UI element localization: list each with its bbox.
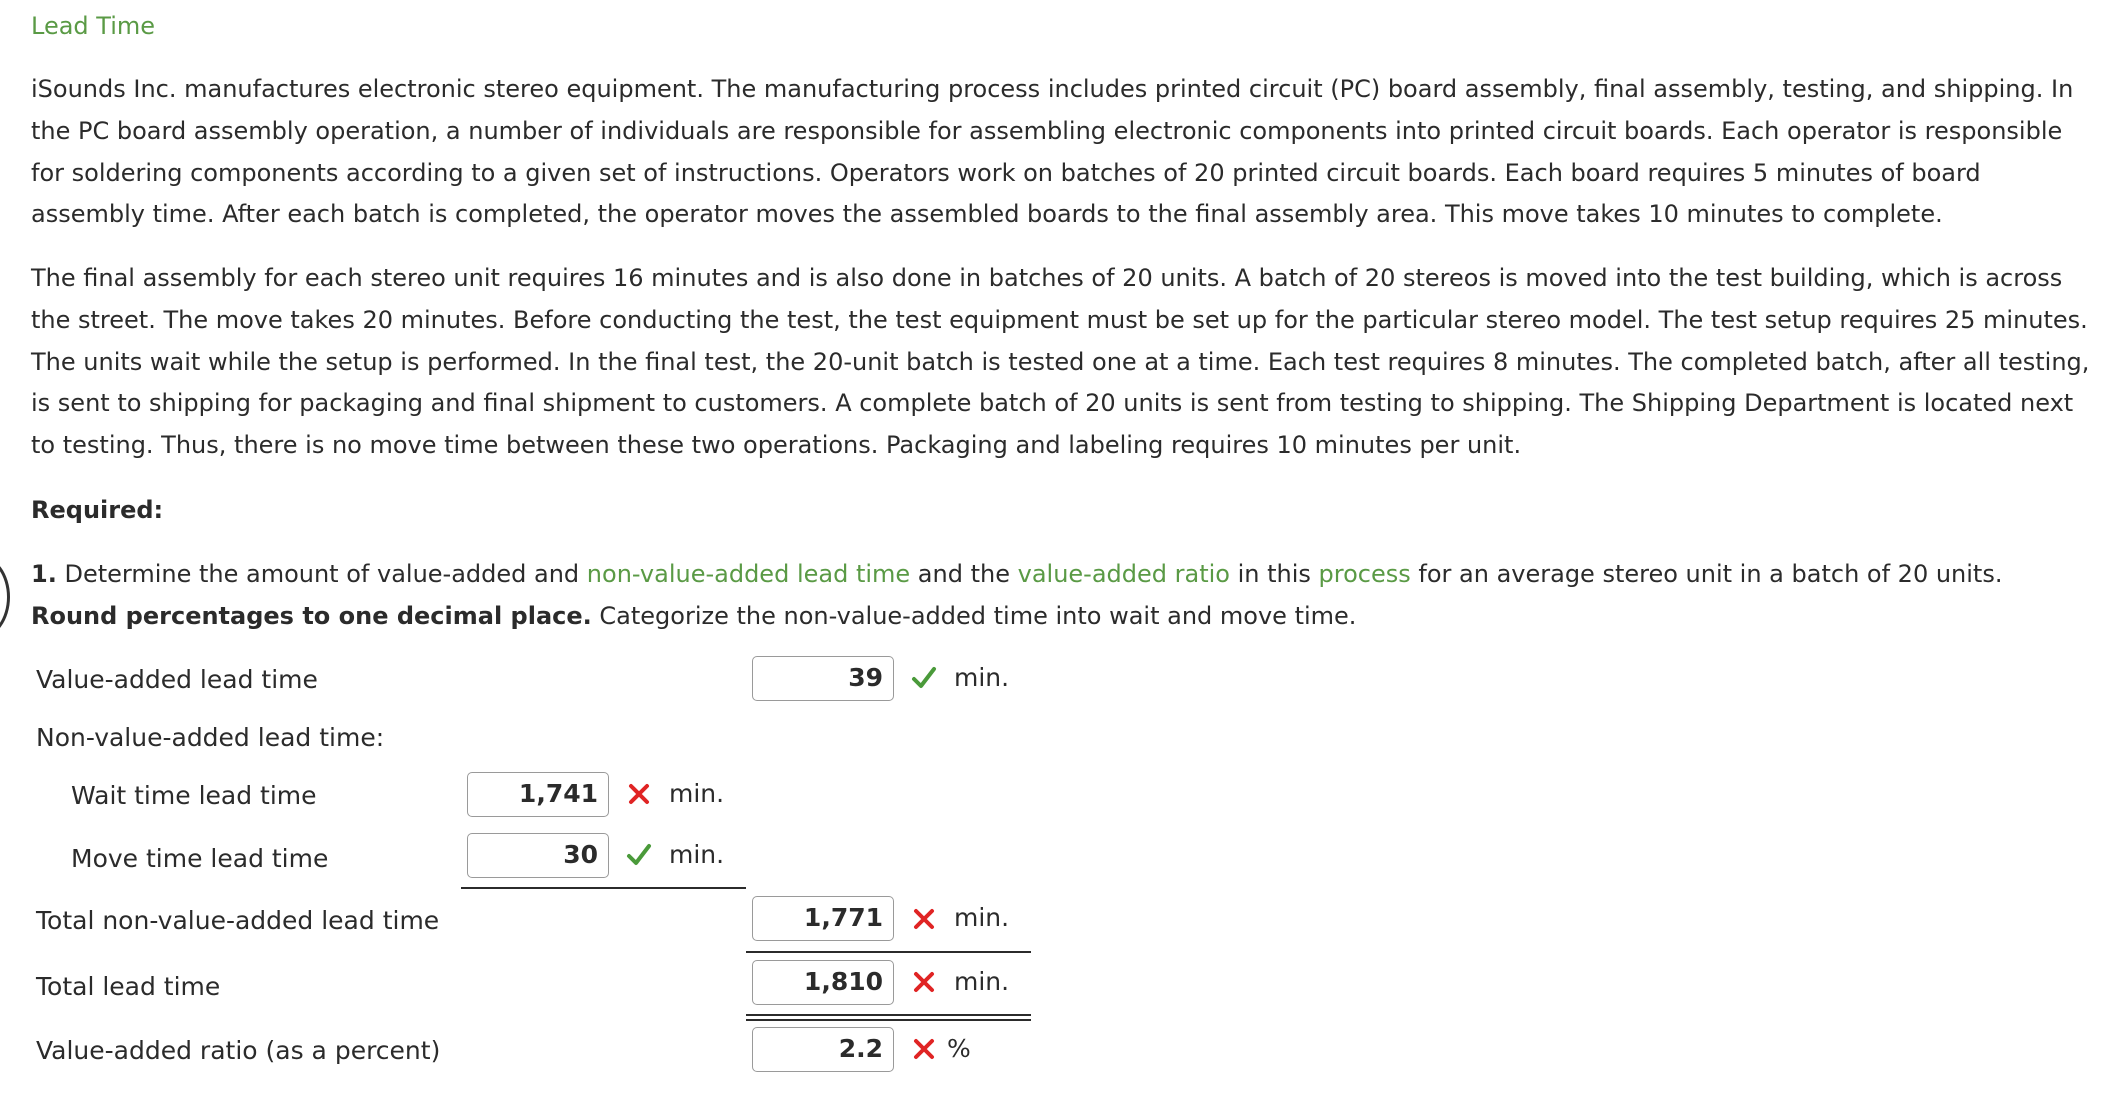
total-lead-time-input[interactable]: 1,810 [752,960,894,1005]
check-icon [626,842,652,868]
subtotal-rule [461,887,746,889]
total-rule [746,951,1031,953]
glossary-link-value-added-ratio[interactable]: value-added ratio [1017,560,1230,588]
question-1 [31,554,2093,638]
move-time-input[interactable]: 30 [467,833,609,878]
total-nva-unit: min. [954,903,1010,932]
value-added-unit: min. [954,663,1010,692]
required-heading: Required: [31,496,164,524]
total-nva-input[interactable]: 1,771 [752,896,894,941]
value-added-label: Value-added lead time [36,665,318,694]
glossary-link-process[interactable]: process [1318,560,1411,588]
value-added-ratio-label: Value-added ratio (as a percent) [36,1036,441,1065]
cross-icon [626,781,652,807]
value-added-ratio-unit: % [947,1034,971,1063]
problem-title: Lead Time [31,12,156,40]
rounding-instruction: Round percentages to one decimal place. [31,601,592,630]
nva-header-label: Non-value-added lead time: [36,723,385,752]
question-text: Determine the amount of value-added and [56,560,587,588]
side-arc-decoration [0,555,10,639]
double-rule-top [746,1014,1031,1016]
cross-icon [911,1036,937,1062]
question-text: in this [1229,560,1319,588]
total-nva-label: Total non-value-added lead time [36,906,440,935]
question-text: and the [910,560,1018,588]
scenario-paragraph-1: iSounds Inc. manufactures electronic stereo equipment. The manufacturing process includes printed circuit (PC) board assembly, final assembly, testing, and shipping. In the PC board assembly operation, a number of individuals are responsible for assembling electronic components into printed circuit boards. Each operator is responsible for soldering components according to a given set of instructions. Operators work on batches of 20 printed circuit boards. Each board requires 5 minutes of board assembly time. After each batch is completed, the operator moves the assembled boards to the final assembly area. This move takes 10 minutes to complete. [31,75,2074,229]
question-text: for an average stereo unit in a batch of 20 units. [1410,560,2003,588]
value-added-input[interactable]: 39 [752,656,894,701]
wait-time-input[interactable]: 1,741 [467,772,609,817]
scenario-paragraph-2: The final assembly for each stereo unit requires 16 minutes and is also done in batches of 20 units. A batch of 20 stereos is moved into the test building, which is across the street. The move takes 20 minutes. Before conducting the test, the test equipment must be set up for the particular stereo model. The test setup requires 25 minutes. The units wait while the setup is performed. In the final test, the 20-unit batch is tested one at a time. Each test requires 8 minutes. The completed batch, after all testing, is sent to shipping for packaging and final shipment to customers. A complete batch of 20 units is sent from testing to shipping. The Shipping Department is located next to testing. Thus, there is no move time between these two operations. Packaging and labeling requires 10 minutes per unit. [31,264,2090,460]
wait-time-unit: min. [669,779,725,808]
cross-icon [911,906,937,932]
question-text: Categorize the non-value-added time into wait and move time. [591,601,1357,630]
total-lead-time-unit: min. [954,967,1010,996]
glossary-link-nva-lead-time[interactable]: non-value-added lead time [586,560,911,588]
check-icon [911,665,937,691]
value-added-ratio-input[interactable]: 2.2 [752,1027,894,1072]
cross-icon [911,969,937,995]
double-rule-bottom [746,1019,1031,1021]
move-time-unit: min. [669,840,725,869]
total-lead-time-label: Total lead time [36,972,221,1001]
question-number: 1. [31,560,57,588]
wait-time-label: Wait time lead time [71,781,317,810]
move-time-label: Move time lead time [71,844,329,873]
